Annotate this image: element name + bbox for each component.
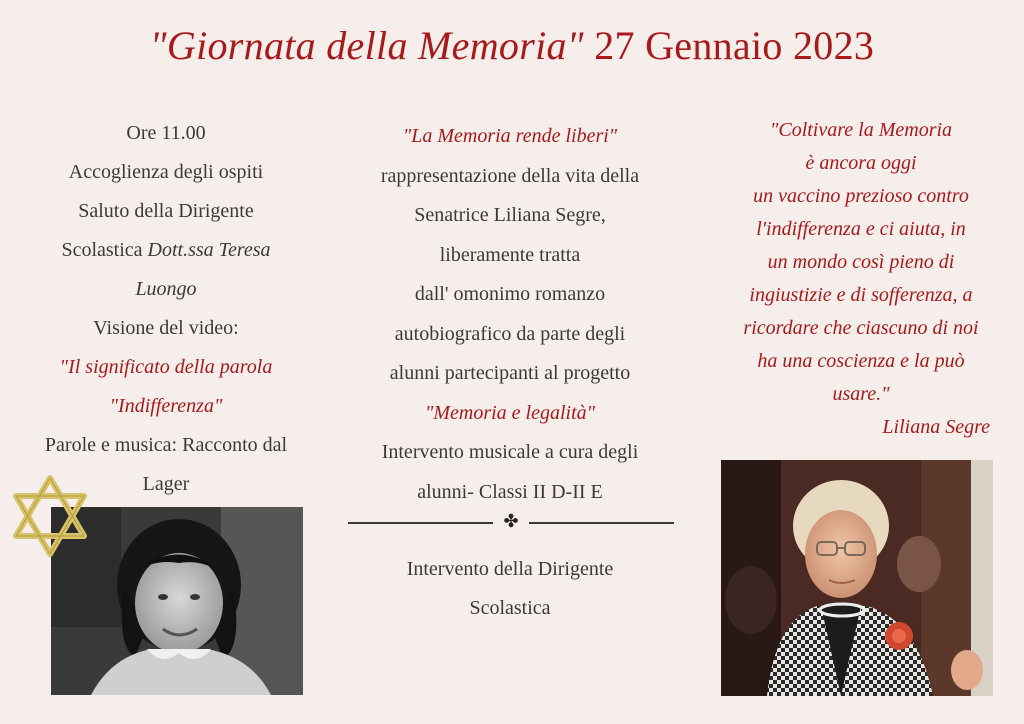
quote-line: "Coltivare la Memoria (769, 119, 953, 141)
program-text: Senatrice Liliana Segre, (414, 204, 606, 226)
principal-surname: Luongo (135, 278, 197, 300)
fleuron-icon: ✤ (503, 511, 519, 532)
program-item: Visione del video: (93, 317, 239, 339)
girl-photo-illustration (51, 507, 303, 695)
quote-line: un vaccino prezioso contro (753, 185, 969, 207)
title-quote: "Giornata della Memoria" (149, 23, 584, 68)
program-text: liberamente tratta (439, 243, 581, 266)
ornamental-divider (348, 513, 674, 533)
program-middle-column (340, 117, 680, 512)
program-time: Ore 11.00 (126, 122, 206, 144)
segre-photo-illustration (721, 460, 993, 696)
video-title: "Indifferenza" (109, 395, 223, 417)
quote-line: usare." (832, 383, 890, 405)
divider-rule (529, 522, 674, 524)
liliana-segre-photo (721, 460, 993, 696)
quote-line: ingiustizie e di sofferenza, a (749, 284, 973, 306)
star-of-david-icon (12, 474, 88, 558)
program-text: alunni- Classi II D-II E (417, 480, 603, 503)
program-text: autobiografico da parte degli (394, 322, 626, 345)
program-text: Intervento musicale a cura degli (381, 441, 639, 463)
quote-block (706, 114, 1016, 444)
quote-line: l'indifferenza e ci aiuta, in (756, 218, 966, 240)
program-text: alunni partecipanti al progetto (389, 362, 631, 384)
divider-rule (348, 522, 493, 524)
program-item (10, 231, 322, 270)
title-date: 27 Gennaio 2023 (583, 23, 875, 68)
program-item: Lager (142, 473, 190, 495)
show-title: "La Memoria rende liberi" (402, 125, 618, 147)
project-title: "Memoria e legalità" (424, 401, 596, 424)
program-text: Intervento della Dirigente (406, 558, 614, 580)
page-title (0, 22, 1024, 69)
program-item: Parole e musica: Racconto dal (44, 434, 288, 456)
program-left-column (10, 114, 322, 504)
quote-line: un mondo così pieno di (767, 251, 955, 273)
program-text: rappresentazione della vita della (380, 164, 640, 187)
quote-line: è ancora oggi (805, 152, 917, 174)
program-text: dall' omonimo romanzo (414, 283, 606, 305)
girl-photo (51, 507, 303, 695)
quote-signature: Liliana Segre (882, 416, 990, 438)
program-text: Scolastica (61, 239, 148, 261)
program-item: Accoglienza degli ospiti (68, 161, 264, 183)
principal-name: Dott.ssa Teresa (147, 239, 271, 261)
quote-line: ricordare che ciascuno di noi (743, 317, 979, 339)
program-text: Scolastica (469, 597, 551, 619)
quote-line: ha una coscienza e la può (757, 350, 965, 372)
program-middle-closing (340, 550, 680, 628)
program-item: Saluto della Dirigente (78, 200, 254, 222)
video-title: "Il significato della parola (59, 356, 273, 378)
